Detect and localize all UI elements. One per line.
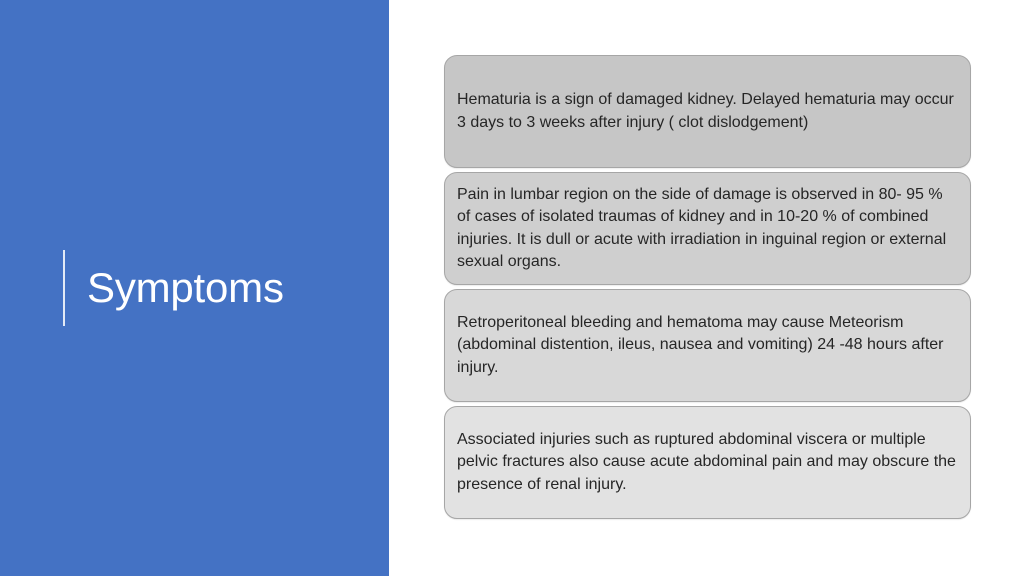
slide-title: Symptoms xyxy=(87,264,284,311)
symptom-card-pain xyxy=(444,172,971,285)
accent-divider xyxy=(63,250,65,326)
symptom-list xyxy=(444,55,971,523)
title-panel xyxy=(0,0,389,576)
symptom-card-text: Pain in lumbar region on the side of damage is observed in 80- 95 % of cases of isolated traumas of kidney and in 10-20 % of combined injuries. It is dull or acute with irradiation in inguinal region or external sexual organs. xyxy=(457,185,947,270)
symptom-card-bleeding xyxy=(444,289,971,402)
symptom-card-text: Associated injuries such as ruptured abdominal viscera or multiple pelvic fractures also cause acute abdominal pain and may obscure the presence of renal injury. xyxy=(457,430,956,493)
symptom-card-text: Retroperitoneal bleeding and hematoma may cause Meteorism (abdominal distention, ileus, nausea and vomiting) 24 -48 hours after injury. xyxy=(457,313,944,376)
symptom-card-text: Hematuria is a sign of damaged kidney. Delayed hematuria may occur 3 days to 3 weeks after injury ( clot dislodgement) xyxy=(457,91,954,131)
symptom-card-hematuria xyxy=(444,55,971,168)
symptom-card-associated-injuries xyxy=(444,406,971,519)
